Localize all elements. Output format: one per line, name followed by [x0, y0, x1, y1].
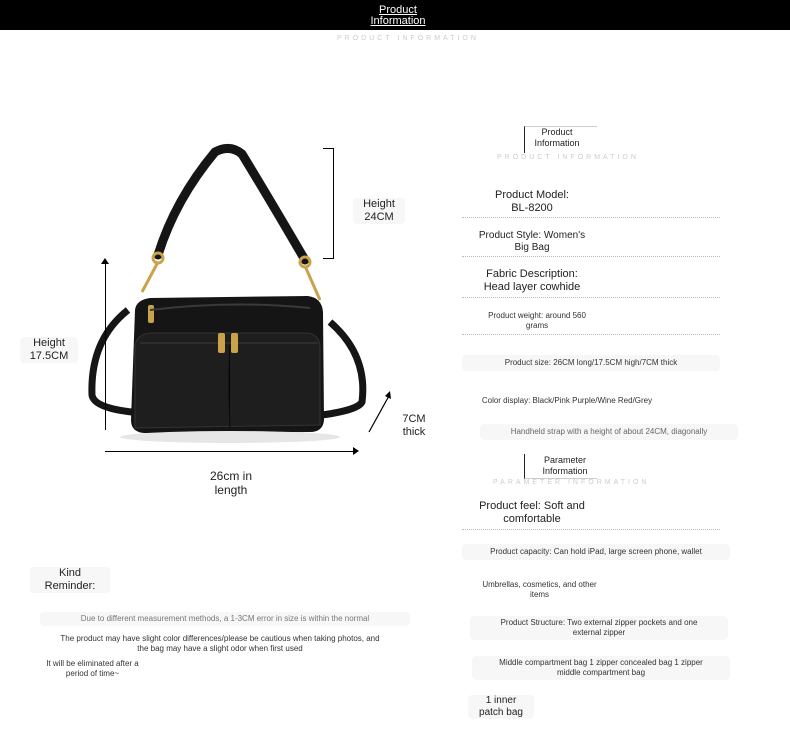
length-arrow-icon — [353, 447, 359, 455]
product-info-heading — [526, 127, 588, 149]
header-title — [360, 5, 436, 27]
product-info-heading-line1: Product — [541, 127, 573, 137]
bag-height-label — [20, 337, 78, 363]
product-model-label: Product Model: — [495, 189, 569, 201]
middle-compartment-line2: middle compartment bag — [556, 668, 646, 677]
thickness-value: 7CM — [402, 413, 426, 425]
product-feel-line1: Product feel: Soft and — [479, 500, 585, 512]
middle-compartment-line1: Middle compartment bag 1 zipper concealed bag 1 zipper — [499, 658, 703, 667]
reminder-note-odor-line2: period of time~ — [65, 669, 120, 678]
product-model-value: BL-8200 — [511, 202, 553, 214]
color-display: Color display: Black/Pink Purple/Wine Red/Grey — [481, 396, 653, 405]
inner-patch-bag-line2: patch bag — [479, 707, 523, 718]
handle-height-label — [353, 198, 405, 224]
parameter-heading-line2: Information — [542, 466, 588, 476]
product-weight-line1: Product weight: around 560 — [488, 311, 586, 320]
reminder-title-line2: Reminder: — [44, 580, 96, 592]
length-line — [105, 451, 357, 452]
fabric-description-line2: Head layer cowhide — [483, 281, 581, 293]
product-weight-line2: grams — [525, 321, 549, 330]
handle-height-text: Height — [363, 198, 395, 210]
reminder-note-odor-line1: It will be eliminated after a — [46, 659, 139, 668]
product-model — [462, 189, 720, 218]
product-structure — [470, 616, 728, 640]
header-title-line1: Product — [379, 4, 417, 16]
handbag-image — [80, 140, 380, 460]
handle-height-bracket — [323, 148, 334, 259]
parameter-heading-line1: Parameter — [543, 455, 587, 465]
product-style-line1: Product Style: Women's — [478, 230, 586, 241]
middle-compartment — [472, 656, 730, 680]
thickness-arrow-icon — [366, 390, 394, 434]
product-structure-line2: external zipper — [572, 628, 626, 637]
inner-patch-bag — [468, 695, 534, 719]
parameter-subheading: PARAMETER INFORMATION — [493, 479, 650, 486]
other-items-line2: items — [529, 590, 550, 599]
parameter-heading — [530, 455, 600, 477]
strap-note: Handheld strap with a height of about 24CM, diagonally — [480, 424, 738, 440]
product-size: Product size: 26CM long/17.5CM high/7CM thick — [462, 355, 720, 371]
reminder-note-color-line2: the bag may have a slight odor when first used — [137, 644, 303, 653]
reminder-title — [30, 567, 110, 593]
product-structure-line1: Product Structure: Two external zipper pockets and one — [500, 618, 698, 627]
product-feel — [462, 500, 720, 530]
thickness-label — [394, 413, 434, 439]
reminder-note-color-line1: The product may have slight color differences/please be cautious when taking photos, and — [60, 634, 380, 643]
length-label — [196, 469, 266, 497]
thickness-text: thick — [402, 426, 426, 438]
bag-height-arrow-icon — [101, 258, 109, 264]
bag-height-value: 17.5CM — [29, 350, 69, 362]
other-items-line1: Umbrellas, cosmetics, and other — [482, 580, 597, 589]
other-items — [462, 580, 617, 600]
product-info-subheading: PRODUCT INFORMATION — [497, 154, 639, 161]
header-title-line2: Information — [370, 15, 426, 27]
length-text: length — [214, 483, 248, 497]
reminder-title-line1: Kind — [58, 567, 82, 579]
fabric-description — [462, 268, 720, 298]
reminder-note-color — [20, 634, 420, 654]
length-value: 26cm in — [209, 469, 253, 483]
inner-patch-bag-line1: 1 inner — [485, 695, 517, 706]
product-weight — [462, 311, 720, 335]
bag-height-text: Height — [33, 337, 65, 349]
handle-height-value: 24CM — [364, 211, 394, 223]
reminder-note-measurement: Due to different measurement methods, a 1-3CM error in size is within the normal — [40, 612, 410, 626]
fabric-description-line1: Fabric Description: — [486, 268, 578, 280]
product-feel-line2: comfortable — [503, 513, 561, 525]
reminder-note-odor — [30, 659, 155, 679]
product-capacity: Product capacity: Can hold iPad, large screen phone, wallet — [462, 544, 730, 560]
product-style-line2: Big Bag — [514, 242, 550, 253]
product-info-heading-line2: Information — [534, 138, 580, 148]
bag-height-line — [105, 262, 106, 430]
product-style — [462, 230, 720, 257]
header-subtitle: PRODUCT INFORMATION — [337, 35, 479, 42]
